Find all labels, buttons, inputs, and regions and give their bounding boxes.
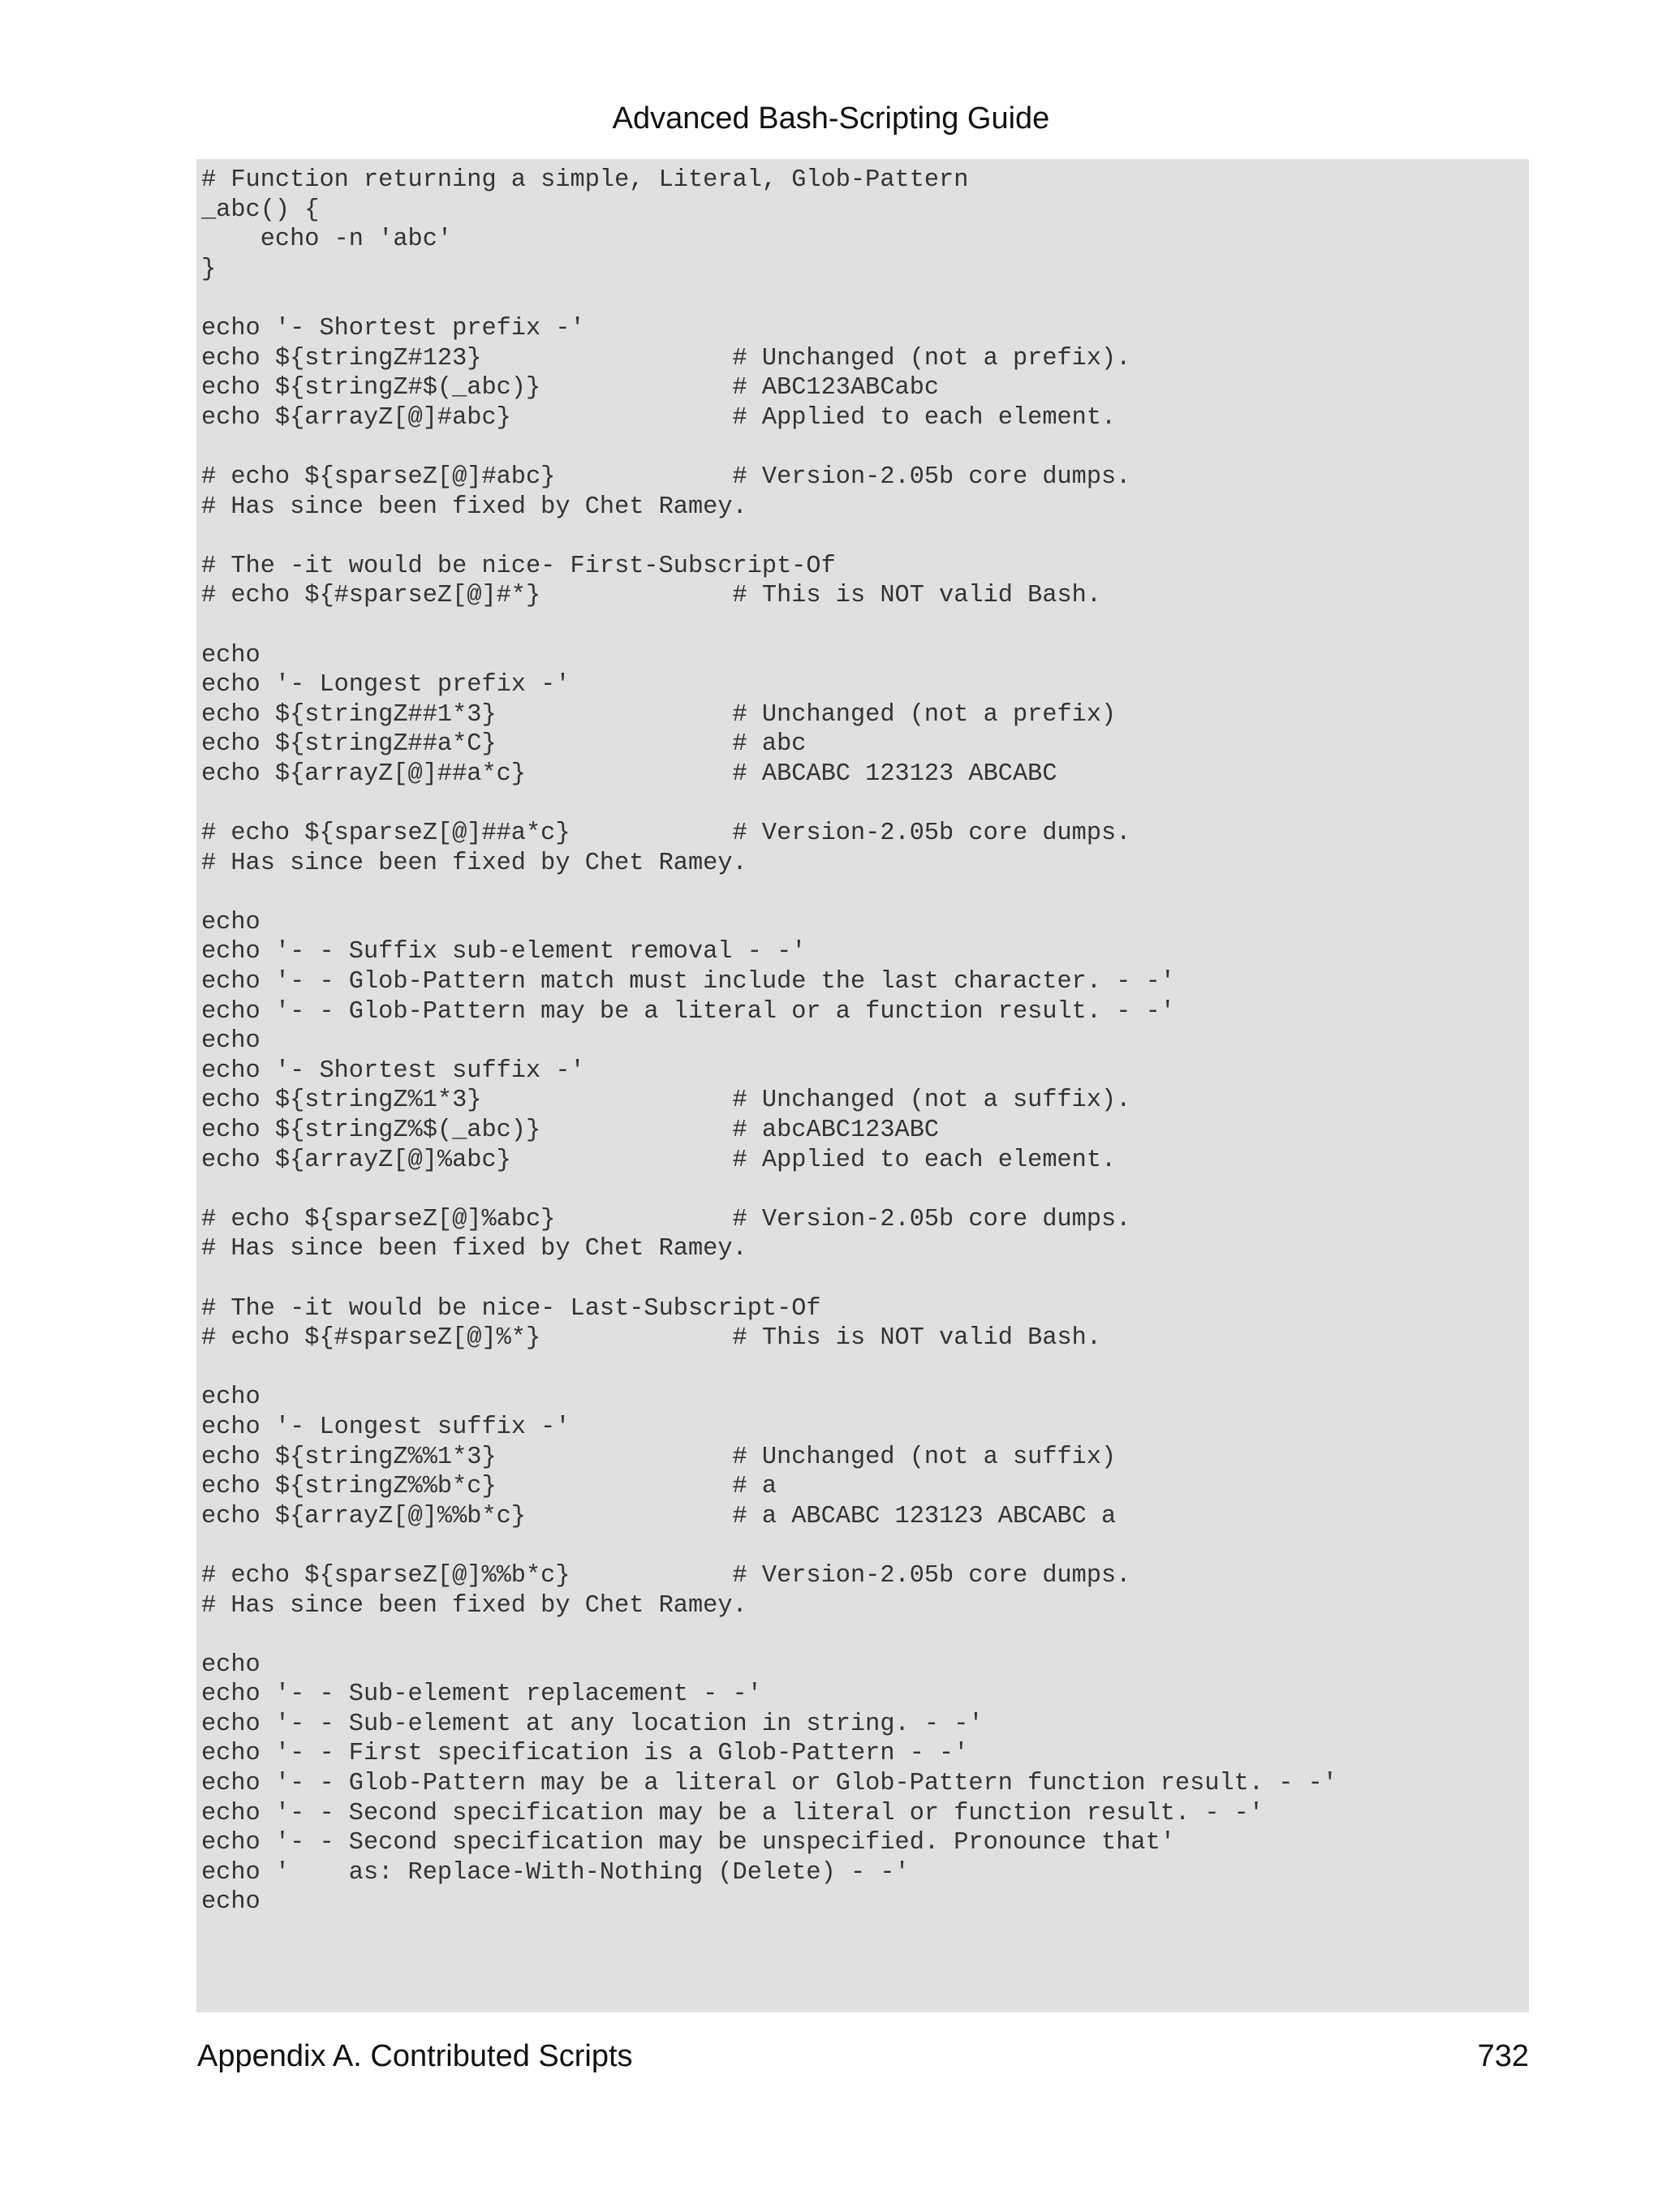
code-line [201, 878, 1524, 908]
code-line [201, 1175, 1524, 1205]
code-line [201, 611, 1524, 641]
code-line [201, 284, 1524, 314]
code-line: echo [201, 641, 260, 669]
code-line: echo '- - Second specification may be a literal or function result. - -' [201, 1799, 1264, 1827]
code-line: echo ${arrayZ[@]##a*c} # ABCABC 123123 ABCABC [201, 760, 1057, 788]
code-line: # echo ${sparseZ[@]##a*c} # Version-2.05b core dumps. [201, 820, 1131, 848]
code-line: # echo ${#sparseZ[@]#*} # This is NOT valid Bash. [201, 582, 1102, 610]
code-line: echo ${arrayZ[@]%%b*c} # a ABCABC 123123 ABCABC a [201, 1502, 1117, 1530]
footer-section-title: Appendix A. Contributed Scripts [197, 2039, 633, 2073]
code-line: echo '- - Sub-element at any location in string. - -' [201, 1710, 984, 1738]
code-line: # Function returning a simple, Literal, Glob-Pattern [201, 166, 969, 194]
code-line: # The -it would be nice- Last-Subscript-Of [201, 1294, 821, 1323]
code-line: echo '- - Glob-Pattern may be a literal or Glob-Pattern function result. - -' [201, 1770, 1337, 1798]
code-line [201, 1353, 1524, 1384]
code-line: echo '- Shortest suffix -' [201, 1057, 585, 1085]
code-line: _abc() { [201, 196, 320, 224]
code-line: echo ${stringZ%$(_abc)} # abcABC123ABC [201, 1117, 940, 1144]
code-line: echo '- - Sub-element replacement - -' [201, 1681, 762, 1709]
code-line [201, 433, 1524, 463]
code-line [201, 522, 1524, 552]
code-line: echo ${stringZ%%b*c} # a [201, 1473, 777, 1501]
code-line: # The -it would be nice- First-Subscript-Of [201, 552, 836, 580]
code-line: echo '- - Suffix sub-element removal - -' [201, 938, 807, 966]
code-line: echo ${stringZ##a*C} # abc [201, 730, 807, 759]
code-line: echo '- - Second specification may be unspecified. Pronounce that' [201, 1829, 1175, 1857]
code-line: } [201, 255, 217, 283]
code-line: echo ${arrayZ[@]%abc} # Applied to each element. [201, 1146, 1117, 1174]
code-line: echo '- Longest prefix -' [201, 671, 571, 699]
code-line: echo [201, 1650, 260, 1679]
code-line [201, 1620, 1524, 1650]
code-line [201, 789, 1524, 819]
code-line: echo ${stringZ##1*3} # Unchanged (not a prefix) [201, 700, 1117, 729]
code-line: # Has since been fixed by Chet Ramey. [201, 849, 747, 877]
code-line: # Has since been fixed by Chet Ramey. [201, 1591, 747, 1620]
code-line: echo [201, 1384, 260, 1412]
code-line: echo '- Shortest prefix -' [201, 314, 585, 342]
code-line: echo [201, 1027, 260, 1056]
code-line: # echo ${sparseZ[@]#abc} # Version-2.05b core dumps. [201, 463, 1131, 491]
code-line [201, 1531, 1524, 1561]
code-line: echo ${stringZ%1*3} # Unchanged (not a suffix). [201, 1087, 1131, 1115]
code-line: echo -n 'abc' [201, 226, 453, 254]
code-block [196, 159, 1529, 2012]
code-line: echo '- Longest suffix -' [201, 1413, 571, 1441]
code-line [201, 1264, 1524, 1294]
code-line: echo ${arrayZ[@]#abc} # Applied to each element. [201, 403, 1117, 432]
code-line: echo ' as: Replace-With-Nothing (Delete) - -' [201, 1858, 910, 1887]
code-line: echo '- - First specification is a Glob-Pattern - -' [201, 1740, 969, 1768]
code-line: # echo ${sparseZ[@]%%b*c} # Version-2.05b core dumps. [201, 1561, 1131, 1590]
code-line: echo ${stringZ#$(_abc)} # ABC123ABCabc [201, 374, 940, 402]
page-number: 732 [1477, 2039, 1529, 2073]
code-line: # Has since been fixed by Chet Ramey. [201, 1235, 747, 1263]
code-line: # echo ${sparseZ[@]%abc} # Version-2.05b core dumps. [201, 1205, 1131, 1233]
code-line: echo [201, 1888, 260, 1917]
code-line: # echo ${#sparseZ[@]%*} # This is NOT valid Bash. [201, 1324, 1102, 1353]
code-line: echo '- - Glob-Pattern may be a literal or a function result. - -' [201, 997, 1175, 1026]
code-line: echo '- - Glob-Pattern match must include the last character. - -' [201, 968, 1175, 996]
code-line: # Has since been fixed by Chet Ramey. [201, 493, 747, 521]
running-header: Advanced Bash-Scripting Guide [612, 101, 1050, 136]
code-line: echo [201, 908, 260, 936]
code-line: echo ${stringZ#123} # Unchanged (not a prefix). [201, 344, 1131, 372]
code-line: echo ${stringZ%%1*3} # Unchanged (not a suffix) [201, 1443, 1117, 1471]
